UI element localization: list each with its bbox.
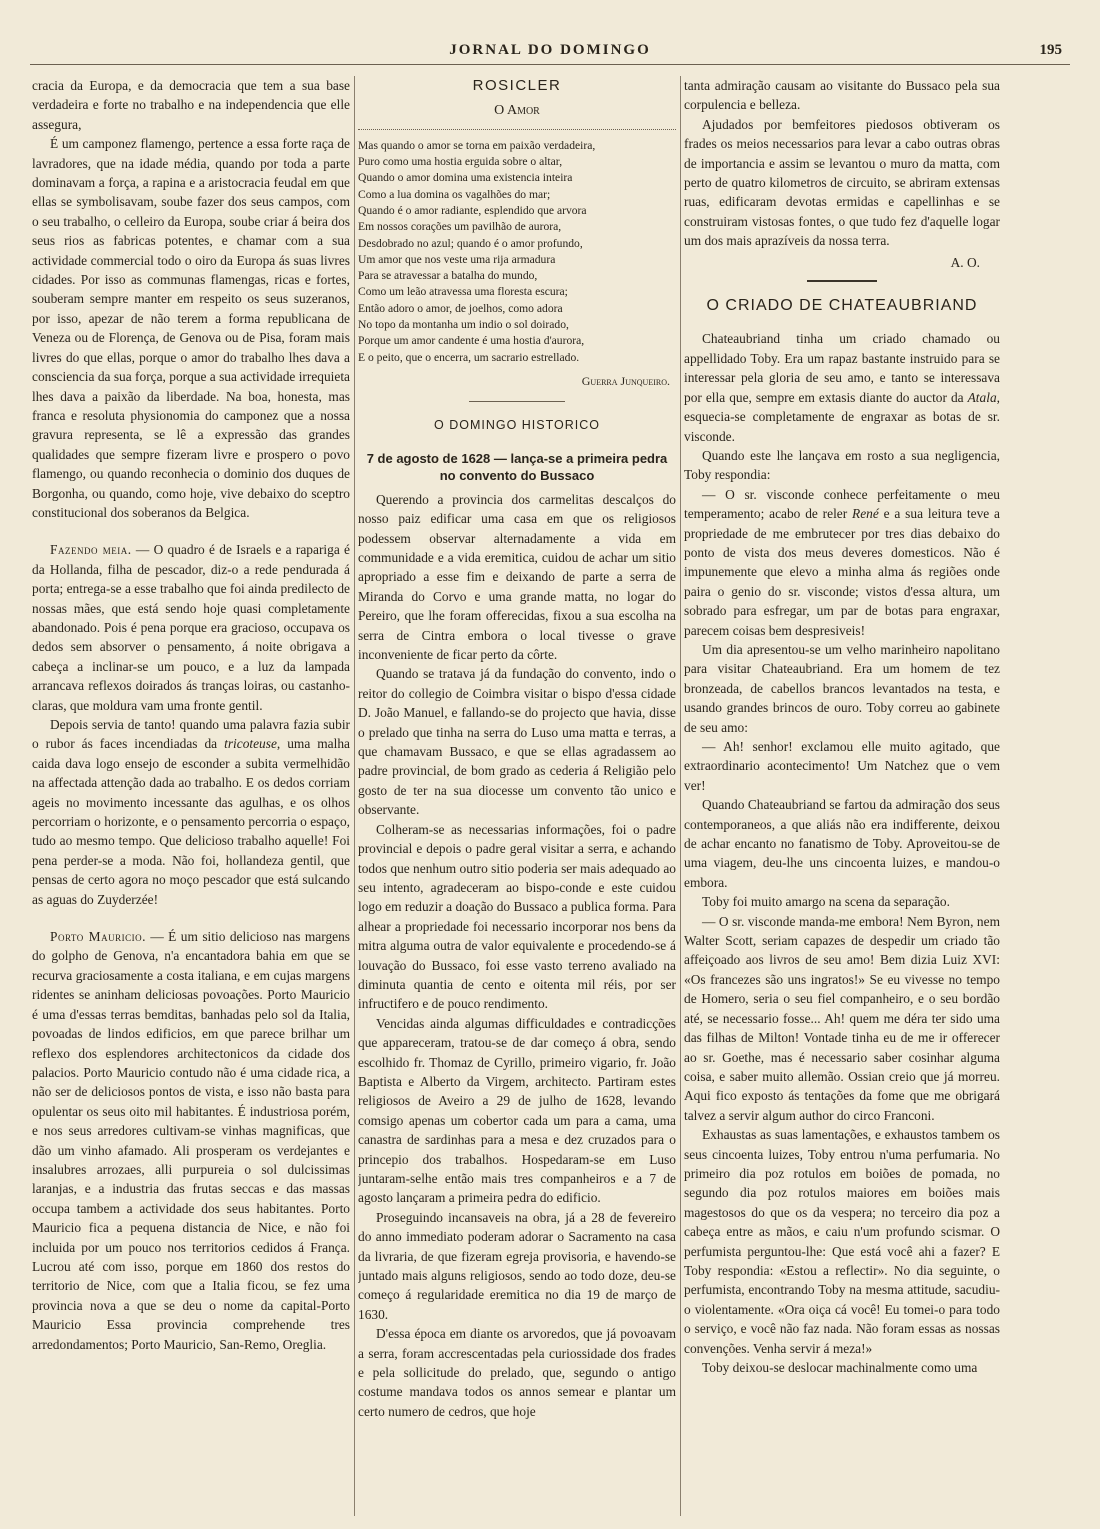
poem-line: Quando o amor domina uma existencia inteira: [358, 171, 573, 185]
paragraph: [32, 715, 350, 909]
paragraph: [684, 485, 1000, 640]
paragraph: É um camponez flamengo, pertence a essa forte raça de lavradores, que na idade média, quando por toda a parte dominavam a força, a rapina e a aristocracia feudal em que ellas se symbolisavam, soube fazer dos seus campos, com o seu trabalho, o celleiro da Europa, soube criar á beira dos seus rios as fabricas potentes, e chamar com a sua actividade commercial todo o oiro da Europa ás suas livres cidades. Por isso as communas flamengas, ricas e fortes, souberam sempre manter em respeito os seus suzeranos, por isso, apezar de não terem a forma republicana de Veneza ou de Florença, de Genova ou de Pisa, foram mais livres do que ellas, porque o amor do trabalho lhes dava a consciencia da sua força, porque a sua actividade irrequieta lhes dava a paixão da liberdade. Na boa, honesta, mas franca e resoluta physionomia do camponez que a nossa gravura representa, se lê a expressão das grandes qualidades que sempre fizeram livre e prospero o povo flamengo, ou quando reconhecia o dominio dos duques de Borgonha, ou quando, como hoje, vive debaixo do sceptro constitucional dos soberanos da Belgica.: [32, 136, 350, 520]
section-title: O DOMINGO HISTORICO: [434, 418, 600, 433]
italic-term: tricoteuse: [224, 736, 277, 752]
poem-author: Guerra Junqueiro.: [581, 373, 670, 388]
paragraph: Toby foi muito amargo na scena da separação.: [702, 894, 950, 910]
paragraph: Quando Chateaubriand se fartou da admiração dos seus contemporaneos, a que aliás não era indifferente, deixou de achar encanto no fanatismo de Toby. Aproveitou-se de uma viagem, deu-lhe uns cincoenta luizes, e mandou-o embora.: [684, 797, 1000, 890]
column-1: [32, 76, 350, 1516]
paragraph: — Ah! senhor! exclamou elle muito agitado, que extraordinario acontecimento! Um Natchez que o vem ver!: [684, 739, 1000, 793]
poem-line: Como a lua domina os vagalhões do mar;: [358, 187, 551, 201]
poem-line: Então adoro o amor, de joelhos, como adora: [358, 301, 563, 315]
poem-line: Quando é o amor radiante, esplendido que arvora: [358, 204, 587, 217]
poem-line: Como um leão atravessa uma floresta escura;: [358, 285, 568, 299]
paragraph: Querendo a provincia dos carmelitas descalços do nosso paiz edificar uma casa em que os religiosos podessem observar alternadamente a vida em communidade e a vida eremitica, cuidou de achar um sitio apropriado a esse fim e deixando de parte a serra de Miranda do Corvo e uma grande matta, no logar do Pereiro, que lhe foram offerecidas, fixou a sua escolha na serra de Cintra embora o local tivesse o grave inconveniente de ficar perto da côrte.: [358, 491, 676, 663]
paragraph: D'essa época em diante os arvoredos, que já povoavam a serra, foram accrescentadas pela curiossidade dos frades e pela sollicitude do prelado, que, segundo o antigo costume mandava todos os annos semear e plantar um certo numero de cedros, que hoje: [358, 1326, 676, 1419]
column-divider: [680, 76, 681, 1516]
poem-line: Mas quando o amor se torna em paixão verdadeira,: [358, 138, 596, 152]
section-rule: [807, 280, 877, 282]
article-headline: 7 de agosto de 1628 — lança-se a primeira pedra no convento do Bussaco: [366, 450, 668, 483]
column-3: [684, 76, 1000, 1516]
paragraph-text: Depois servia de tanto! quando uma palavra fazia subir o rubor ás faces incendiadas da: [32, 717, 350, 752]
poem-line: Puro como uma hostia erguida sobre o altar,: [358, 155, 563, 169]
poem-line: Porque um amor candente é uma hostia d'aurora,: [358, 334, 585, 348]
section-lead: Porto Mauricio.: [50, 929, 146, 945]
poem-line: E o peito, que o encerra, um sacrario estrellado.: [358, 350, 580, 364]
article-signature: A. O.: [950, 254, 980, 270]
paragraph: [32, 927, 350, 1354]
poem-line: Um amor que nos veste uma rija armadura: [358, 252, 556, 266]
paragraph: [684, 329, 1000, 445]
poem-subtitle: O Amor: [494, 103, 540, 119]
paragraph-text: — O quadro é de Israels e a rapariga é da Hollanda, filha de pescador, diz-o a rede pendurada á porta; entrega-se a esse trabalho que foi ainda predilecto de nossas mães, que está sendo hoje quasi completamente abandonado. Pois é pena porque era gracioso, occupava os dedos sem absorver o pensamento, á noite obrigava a cabeça a inclinar-se um pouco, e a luz da lampada arrancava reflexos doirados ás tranças loiras, ou castanho-claras, que moldura vam uma fronte gentil.: [32, 542, 350, 713]
paragraph: Quando se tratava já da fundação do convento, indo o reitor do collegio de Coimbra visitar o bispo d'essa cidade D. João Manuel, e fallando-se do projecto que havia, disse o prelado que tinha na serra do Luso uma matta e terras, a que chamavam Bussaco, e que se ellas agradassem ao padre provincial, de bom grado as cederia á Religião pelo gosto de ter na sua diocesse um convento tão unico e observante.: [358, 666, 676, 818]
page-number: 195: [1039, 42, 1062, 58]
paragraph: — O sr. visconde manda-me embora! Nem Byron, nem Walter Scott, seriam capazes de despedir um criado tão affeiçoado aos livros de seu amo! Bem dizia Luiz XVI: «Os francezes são uns ingratos!» Se eu vivesse no tempo de Homero, seria o seu fiel companheiro, e o seu bordão até, se necessario fosse... Ah! quem me déra ter sido uma das filhas de Milton! Vontade tinha eu de me ir offerecer ao sr. Goethe, mas é necessario saber cosinhar alguma coisa, e saber muito allemão. Ossian creio que já morreu. Aqui fico exposto ás tentações da fome que me obrigará talvez a servir algum author do circo Franconi.: [684, 913, 1000, 1123]
poem-line: Desdobrado no azul; quando é o amor profundo,: [358, 236, 583, 250]
poem: [358, 138, 676, 366]
poem-line: Em nossos corações um pavilhão de aurora,: [358, 220, 562, 234]
paragraph-text: — É um sitio delicioso nas margens do golpho de Genova, n'a encantadora bahia em que se recurva graciosamente a costa italiana, e em cujas margens ridentes se aninham deliciosas povoações. Porto Mauricio é uma d'essas terras bemditas, banhadas pelo sol da Italia, povoadas de lindos edificios, em que parece brilhar um reflexo dos esplendores architectonicos da cidade dos palacios. Porto Mauricio contudo não é uma cidade rica, a não ser de deliciosos pontos de vista, e isso não basta para opulentar os seus oito mil habitantes. É industriosa porém, e nos seus arredores cultivam-se vinhas magnificas, que dão um vinho afamado. Ali prosperam os verdejantes e insalubres arrozaes, alli purpureia o sol dulcissimas laranjas, e a industria das frutas seccas e das massas occupa tambem a actividade dos seus habitantes. Porto Mauricio fica a pequena distancia de Nice, e não foi incluida por um pouco nos territorios cedidos á França. Lucrou até com isso, porque em 1860 dos restos do territorio de Nice, com que a Italia ficou, se fez uma provincia nova a que se deu o nome da capital-Porto Mauricio Essa provincia comprehende tres arredondamentos; Porto Mauricio, San-Remo, Oreglia.: [32, 929, 350, 1352]
paragraph: cracia da Europa, e da democracia que tem a sua base verdadeira e forte no trabalho e na independencia que elle assegura,: [32, 78, 350, 132]
paragraph: Vencidas ainda algumas difficuldades e contradicções que appareceram, tratou-se de dar começo á obra, sendo escolhido fr. Thomaz de Cyrillo, primeiro vigario, fr. João Baptista e Alberto da Virgem, architecto. Partiram estes religiosos de Aveiro a 29 de julho de 1628, levando comsigo apenas um cobertor cada um para a cama, uma canastra de sardinhas para a mesa e dez cruzados para o princepio dos trabalhos. Hospedaram-se em Luso juntaram-selhe então mais tres companheiros e a 7 de agosto lançaram a primeira pedra do edificio.: [358, 1015, 676, 1206]
paragraph: Ajudados por bemfeitores piedosos obtiveram os frades os meios necessarios para levar a cabo outras obras de importancia e assim se levantou o muro da matta, com perto de quatro kilometros de circuito, se abriram extensas ruas, edificaram devotas ermidas e capellinhas e se construiram vistosas fontes, o que tudo fez d'aquelle logar um dos mais aprazíveis da nossa terra.: [684, 116, 1000, 249]
journal-title: JORNAL DO DOMINGO: [449, 42, 651, 58]
paragraph: Exhaustas as suas lamentações, e exhaustos tambem os seus cincoenta luizes, Toby entrou n'uma perfumaria. No primeiro dia poz rotulos em boiões de pomada, no segundo dia poz rotulos maiores em boiões mais magestosos do que os da vespera; no terceiro dia poz a cabeça entre as mãos, e caiu n'um profundo scismar. O perfumista perguntou-lhe: Que está você ahi a fazer? E Toby respondia: «Estou a reflectir». No dia seguinte, o perfumista, encontrando Toby na mesma attitude, sacudiu-o violentamente. «Ora oiça cá você! Eu tomei-o para todo o serviço, e você não faz nada. Não foram essas as nossas convenções. Venha servir á meza!»: [684, 1127, 1000, 1356]
column-divider: [354, 76, 355, 1516]
paragraph: tanta admiração causam ao visitante do Bussaco pela sua corpulencia e belleza.: [684, 78, 1000, 113]
paragraph: [32, 540, 350, 715]
poem-line: Para se atravessar a batalha do mundo,: [358, 269, 538, 283]
poem-line: No topo da montanha um indio o sol doirado,: [358, 318, 569, 332]
paragraph-text: , esquecia-se completamente de engraxar as botas de sr. visconde.: [684, 389, 1000, 444]
article-title: O CRIADO DE CHATEAUBRIAND: [706, 297, 978, 315]
section-lead: Fazendo meia.: [50, 542, 132, 558]
column-2: [358, 76, 676, 1516]
paragraph: Toby deixou-se deslocar machinalmente como uma: [702, 1360, 978, 1375]
italic-title: René: [852, 506, 879, 522]
paragraph-text: e a sua leitura teve a propriedade de me embrutecer por tres dias debaixo do ponto de vista dos meus deveres domesticos. Não é impunemente que elevo a minha alma ás regiões onde paira o genio do sr. visconde; vistos d'essa altura, um sobrado para esfregar, um par de botas para engraxar, parecem coisas bem despresiveis!: [684, 506, 1000, 638]
section-rule: [469, 401, 565, 402]
paragraph: Quando este lhe lançava em rosto a sua negligencia, Toby respondia:: [684, 447, 1000, 483]
paragraph-text: — O sr. visconde conhece perfeitamente o meu temperamento; acabo de reler: [684, 486, 1000, 522]
masthead: [30, 42, 1070, 65]
paragraph: Proseguindo incansaveis na obra, já a 28 de fevereiro do anno immediato poderam adorar o Sacramento na casa da livraria, de que fizeram egreja provisoria, e havendo-se juntado mais alguns religiosos, sendo ao todo doze, deu-se começo á regularidade eremitica no dia 19 de março de 1630.: [358, 1209, 676, 1322]
paragraph-text: Chateaubriand tinha um criado chamado ou appellidado Toby. Era um rapaz bastante instruido para se interessar pela gloria de seu amo, e tanto se interessava por ella que, sempre em extasis diante do auctor da: [684, 331, 1000, 405]
paragraph-text: , uma malha caida dava logo ensejo de esconder a subita vermelhidão na affectada attenção dada ao trabalho. E os dedos corriam ageis no movimento incessante das agulhas, e os olhos percorriam o horizonte, e o pensamento percorria o espaço, tudo ao mesmo tempo. Que delicioso trabalho aquelle! Foi pena perder-se a moda. Não foi, hollandeza gentil, que pensas de certo agora no moço pescador que está sulcando as aguas do Zuyderzée!: [32, 736, 350, 907]
poem-title: ROSICLER: [472, 77, 562, 94]
paragraph: Colheram-se as necessarias informações, foi o padre provincial e depois o padre geral visitar a serra, e achando todos que nenhum outro sitio poderia ser mais adequado ao seu intento, agradeceram ao bispo-conde e este cuidou logo em reduzir a doação do Bussaco a publica forma. Para alhear a propriedade foi necessario incorporar nos bens da mitra alguma outra de valor equivalente e procedendo-se á louvação do Bussaco, foi esse vasto terreno avaliado na diminuta quantia de cento e oitenta mil réis, por ser infructifero e de pouco rendimento.: [358, 821, 676, 1012]
paragraph: Um dia apresentou-se um velho marinheiro napolitano para visitar Chateaubriand. Era um homem de tez bronzeada, de cabellos brancos levantados na testa, e usando grandes brincos de ouro. Toby correu ao gabinete de seu amo:: [684, 641, 1000, 735]
italic-title: Atala: [967, 389, 997, 405]
dotted-rule: [358, 129, 676, 130]
